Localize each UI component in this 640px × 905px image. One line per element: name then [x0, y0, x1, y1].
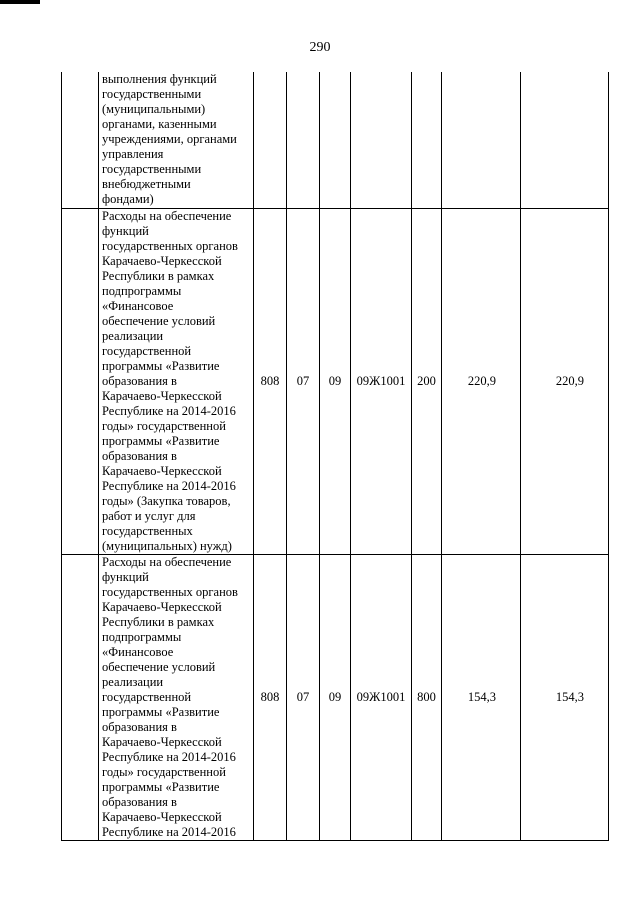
gr-cell: 808 [254, 554, 287, 840]
scan-corner-mark [0, 0, 40, 4]
pr-cell [320, 72, 351, 208]
pr-cell: 09 [320, 554, 351, 840]
table-row [62, 208, 609, 554]
sum-cell-2: 154,3 [521, 554, 609, 840]
rz-cell: 07 [287, 208, 320, 554]
gr-cell: 808 [254, 208, 287, 554]
csr-cell [351, 72, 412, 208]
rz-cell: 07 [287, 554, 320, 840]
table-row [62, 554, 609, 840]
table-row [62, 72, 609, 208]
csr-cell: 09Ж1001 [351, 208, 412, 554]
vr-cell: 800 [412, 554, 442, 840]
description-cell: Расходы на обеспечение функций государственных органов Карачаево-Черкесской Республики в рамках подпрограммы «Финансовое обеспечение условий реализации государственной программы «Развитие образования в Карачаево-Черкесской Республике на 2014-2016 годы» государственной программы «Развитие образования в Карачаево-Черкесской Республике на 2014-2016 годы» (Закупка товаров, работ и услуг для государственных (муниципальных) нужд) [99, 208, 254, 554]
sum-cell-1: 154,3 [442, 554, 521, 840]
pr-cell: 09 [320, 208, 351, 554]
vr-cell: 200 [412, 208, 442, 554]
sum-cell-2 [521, 72, 609, 208]
vr-cell [412, 72, 442, 208]
index-cell [62, 72, 99, 208]
sum-cell-2: 220,9 [521, 208, 609, 554]
page-number: 290 [309, 40, 331, 55]
sum-cell-1 [442, 72, 521, 208]
gr-cell [254, 72, 287, 208]
sum-cell-1: 220,9 [442, 208, 521, 554]
index-cell [62, 554, 99, 840]
budget-table [61, 72, 609, 841]
rz-cell [287, 72, 320, 208]
csr-cell: 09Ж1001 [351, 554, 412, 840]
description-cell: Расходы на обеспечение функций государственных органов Карачаево-Черкесской Республики в рамках подпрограммы «Финансовое обеспечение условий реализации государственной программы «Развитие образования в Карачаево-Черкесской Республике на 2014-2016 годы» государственной программы «Развитие образования в Карачаево-Черкесской Республике на 2014-2016 [99, 554, 254, 840]
description-cell: выполнения функций государственными (муниципальными) органами, казенными учреждениями, органами управления государственными внебюджетными фондами) [99, 72, 254, 208]
index-cell [62, 208, 99, 554]
